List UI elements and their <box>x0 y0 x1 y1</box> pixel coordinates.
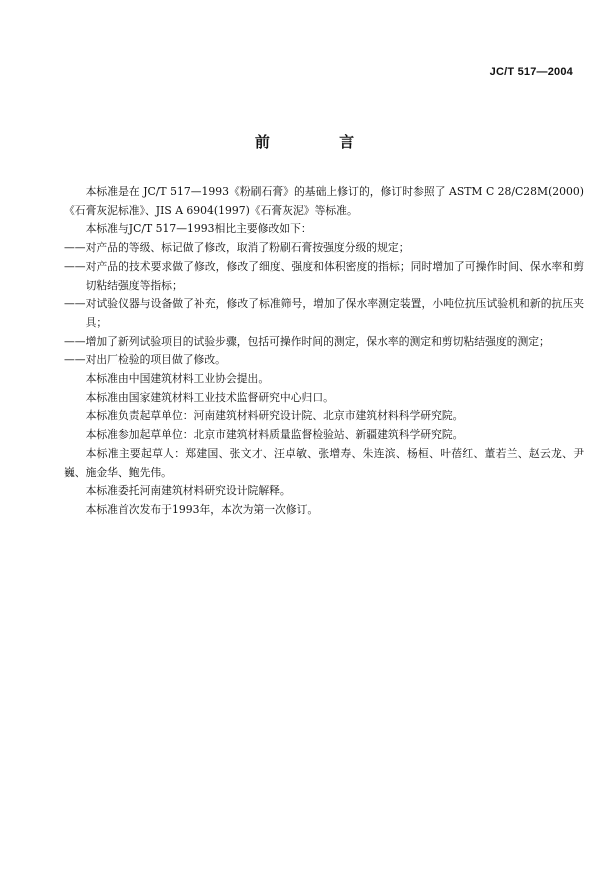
change-item-technical-requirements: ——对产品的技术要求做了修改，修改了细度、强度和体积密度的指标；同时增加了可操作时间、保水率和剪切粘结强度等指标； <box>64 259 584 292</box>
change-item-test-equipment: ——对试验仪器与设备做了补充，修改了标准筛号，增加了保水率测定装置，小吨位抗压试验机和新的抗压夹具； <box>64 297 584 329</box>
change-item-test-procedures: ——增加了新列试验项目的试验步骤，包括可操作时间的测定，保水率的测定和剪切粘结强度的测定； <box>64 334 550 348</box>
paragraph-participating-units: 本标准参加起草单位：北京市建筑材料质量监督检验站、新疆建筑科学研究院。 <box>85 428 464 442</box>
page-title: 前 言 <box>254 133 387 151</box>
paragraph-history: 本标准首次发布于1993年，本次为第一次修订。 <box>85 502 319 516</box>
paragraph-basis: 本标准是在 JC/T 517—1993《粉刷石膏》的基础上修订的，修订时参照了 ASTM C 28/C28M(2000)《石膏灰泥标准》、JIS A 6904(1997)《石膏灰泥》等标准。 <box>64 185 584 217</box>
paragraph-interpretation: 本标准委托河南建筑材料研究设计院解释。 <box>85 484 291 498</box>
paragraph-changes-intro: 本标准与JC/T 517—1993相比主要修改如下： <box>85 222 312 236</box>
change-item-factory-inspection: ——对出厂检验的项目做了修改。 <box>64 353 226 367</box>
paragraph-administrator: 本标准由国家建筑材料工业技术监督研究中心归口。 <box>85 390 334 404</box>
document-code: JC/T 517—2004 <box>489 66 573 78</box>
paragraph-drafting-unit: 本标准负责起草单位：河南建筑材料研究设计院、北京市建筑材料科学研究院。 <box>85 409 464 423</box>
change-item-grade-marking: ——对产品的等级、标记做了修改，取消了粉刷石膏按强度分级的规定； <box>64 241 410 255</box>
paragraph-drafters: 本标准主要起草人：郑建国、张文才、汪卓敏、张增寿、朱连滨、杨桓、叶蓓红、董若兰、赵云龙、尹巍、施金华、鲍先伟。 <box>64 446 584 479</box>
paragraph-proposer: 本标准由中国建筑材料工业协会提出。 <box>85 372 270 386</box>
foreword-body <box>64 183 584 520</box>
